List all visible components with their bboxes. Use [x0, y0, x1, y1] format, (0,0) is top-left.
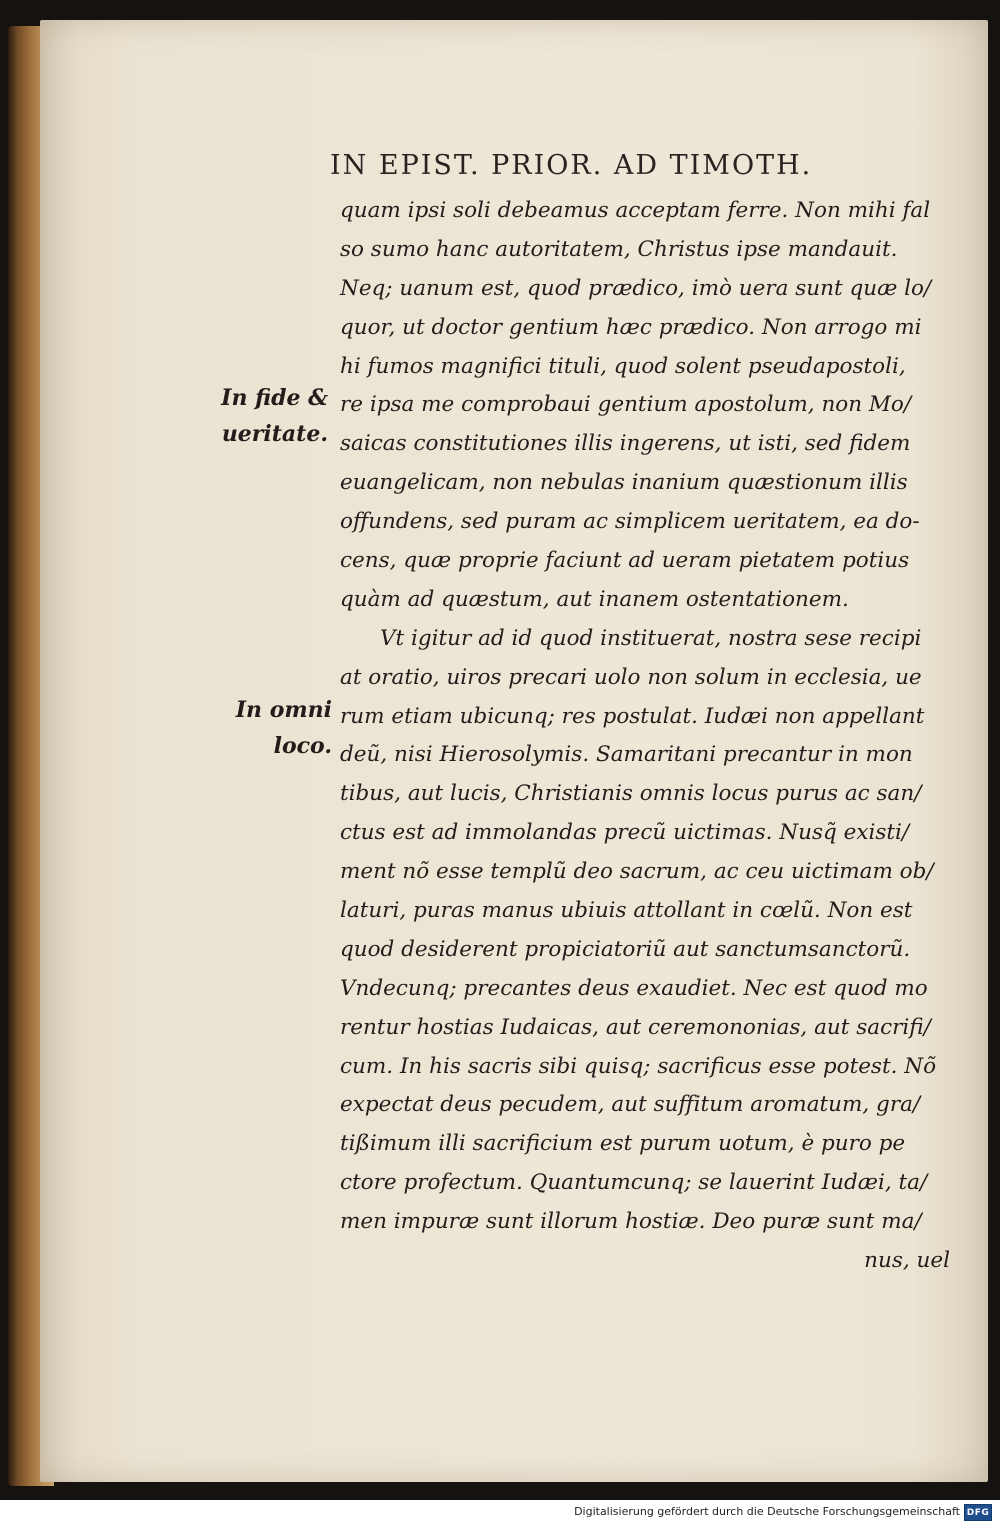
- dfg-logo-label: DFG: [966, 1507, 990, 1518]
- marginal-note-faith: [178, 380, 328, 452]
- text-line: Neq; uanum est, quod prædico, imò uera sunt quæ lo/: [340, 275, 932, 301]
- body-text: [340, 192, 960, 1281]
- text-line: quam ipsi soli debeamus acceptam ferre. Non mihi fal: [340, 198, 931, 223]
- dfg-logo-icon: [964, 1504, 992, 1521]
- marginal-line: In fide &: [221, 385, 328, 411]
- text-line: tißimum illi sacrificium est purum uotum, è puro pe: [340, 1131, 906, 1157]
- text-line: ctore profectum. Quantumcunq; se lauerint Iudæi, ta/: [340, 1170, 928, 1196]
- text-line: laturi, puras manus ubiuis attollant in cœlũ. Non est: [340, 898, 913, 924]
- text-line: quod desiderent propiciatoriũ aut sanctumsanctorũ.: [340, 936, 911, 962]
- running-head: IN EPIST. PRIOR. AD TIMOTH.: [330, 150, 813, 181]
- text-line: tibus, aut lucis, Christianis omnis locus purus ac san/: [340, 781, 922, 807]
- funding-credit: Digitalisierung gefördert durch die Deutsche Forschungsgemeinschaft: [574, 1505, 960, 1518]
- text-line: cum. In his sacris sibi quisq; sacrificus esse potest. Nõ: [340, 1053, 937, 1079]
- marginal-line: In omni: [235, 697, 332, 723]
- footer-bar: [0, 1500, 1000, 1524]
- text-line: at oratio, uiros precari uolo non solum in ecclesia, ue: [340, 664, 922, 690]
- text-line: saicas constitutiones illis ingerens, ut isti, sed fidem: [340, 431, 911, 457]
- text-line: ctus est ad immolandas precũ uictimas. Nusq̃ existi/: [340, 820, 910, 846]
- text-line: quàm ad quæstum, aut inanem ostentationem.: [340, 586, 849, 612]
- text-line: men impuræ sunt illorum hostiæ. Deo puræ sunt ma/: [340, 1209, 922, 1235]
- text-line: rentur hostias Iudaicas, aut ceremononias, aut sacrifi/: [340, 1014, 931, 1040]
- marginal-line: ueritate.: [221, 421, 328, 447]
- text-line: deũ, nisi Hierosolymis. Samaritani precantur in mon: [340, 742, 913, 768]
- text-line: hi fumos magnifici tituli, quod solent pseudapostoli,: [340, 353, 906, 379]
- text-line: ment nõ esse templũ deo sacrum, ac ceu uictimam ob/: [340, 859, 934, 885]
- text-line: cens, quæ proprie faciunt ad ueram pietatem potius: [340, 548, 910, 574]
- text-line: Vndecunq; precantes deus exaudiet. Nec est quod mo: [340, 975, 928, 1001]
- text-line: re ipsa me comprobaui gentium apostolum, non Mo/: [340, 392, 912, 418]
- text-line: euangelicam, non nebulas inanium quæstionum illis: [340, 470, 908, 496]
- text-line: quor, ut doctor gentium hæc prædico. Non arrogo mi: [340, 314, 922, 340]
- text-line: rum etiam ubicunq; res postulat. Iudæi non appellant: [340, 703, 925, 729]
- marginal-note-place: [182, 692, 332, 764]
- text-line: expectat deus pecudem, aut suffitum aromatum, gra/: [340, 1092, 921, 1118]
- marginal-line: loco.: [273, 733, 332, 759]
- text-line: Vt igitur ad id quod instituerat, nostra sese recipi: [380, 625, 922, 651]
- text-line: offundens, sed puram ac simplicem ueritatem, ea do-: [340, 509, 920, 535]
- catchword: nus, uel: [864, 1248, 950, 1274]
- text-line: so sumo hanc autoritatem, Christus ipse mandauit.: [340, 236, 898, 262]
